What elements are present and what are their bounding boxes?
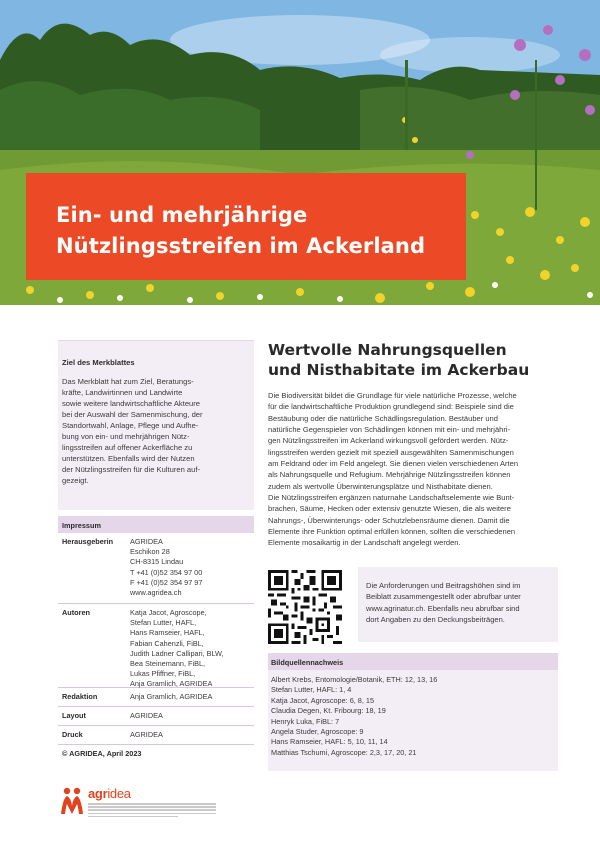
impressum-heading: Impressum (58, 516, 254, 533)
author-line: Hans Ramseier, HAFL, (130, 628, 205, 638)
impressum-row-druck (58, 726, 254, 745)
credit-line: Stefan Lutter, HAFL: 1, 4 (271, 685, 352, 695)
author-line: Lukas Pfiffner, FiBL, (130, 669, 196, 679)
body-line: Die Biodiversität bildet die Grundlage für viele natürliche Prozesse, welche (268, 391, 517, 400)
credit-line: Albert Krebs, Entomologie/Botanik, ETH: 12, 13, 16 (271, 675, 438, 684)
publisher-line: AGRIDEA (130, 537, 163, 546)
author-line: Katja Jacot, Agroscope, (130, 608, 207, 617)
section-title (268, 341, 568, 380)
druck-label: Druck (62, 730, 83, 739)
title-banner (26, 173, 466, 280)
credit-line: Claudia Degen, Kt. Fribourg: 18, 19 (271, 706, 386, 716)
impressum-row-layout (58, 707, 254, 726)
body-line: Bestäubung oder die natürliche Schädlingsregulation. Bestäuber und (268, 413, 498, 423)
qr-note-line: dort Angaben zu den Deckungsbeiträgen. (366, 614, 505, 624)
publisher-line: T +41 (0)52 354 97 00 (130, 567, 203, 577)
layout-label: Layout (62, 711, 86, 720)
authors-label: Autoren (62, 608, 90, 617)
qr-section (268, 567, 558, 642)
goal-line: unterstützen. Ebenfalls wird der Nutzen (62, 454, 195, 463)
photo-credits (268, 653, 558, 771)
redaktion-value: Anja Gramlich, AGRIDEA (130, 692, 213, 701)
author-line: Fabian Cahenzli, FiBL, (130, 638, 204, 648)
impressum-table (58, 516, 254, 758)
body-line: Nahrungs-, Überwinterungs- oder Schutzlebensräume dienen. Damit die (268, 515, 510, 525)
photo-credits-heading: Bildquellennachweis (268, 653, 558, 670)
goal-line: sowie weitere landwirtschaftliche Akteure (62, 399, 201, 408)
qr-note-link-line[interactable]: www.agrinatur.ch. Ebenfalls neu abrufbar sind (366, 603, 520, 613)
agridea-logo (58, 780, 218, 820)
impressum-row-publisher (58, 533, 254, 604)
layout-value: AGRIDEA (130, 711, 163, 720)
qr-note-line: Die Anforderungen und Beitragshöhen sind im (366, 581, 521, 590)
logo-agr: agr (88, 786, 108, 801)
goal-line: der Nützlingsstreifen für die Kulturen auf- (62, 465, 201, 474)
people-icon (58, 786, 86, 816)
body-line: Elemente ihre Funktion optimal erfüllen können, sollten die verschiedenen (268, 527, 516, 537)
publisher-label: Herausgeberin (62, 537, 114, 546)
publisher-link[interactable]: www.agridea.ch (130, 588, 182, 598)
goal-box (58, 340, 254, 510)
title-line-2: Nützlingsstreifen im Ackerland (56, 234, 426, 258)
goal-line: gezeigt. (62, 476, 89, 485)
publisher-line: F +41 (0)52 354 97 97 (130, 577, 203, 587)
body-paragraph (268, 390, 560, 549)
photo-credits-list (268, 670, 558, 771)
goal-text (62, 376, 246, 486)
credit-line: Angela Studer, Agroscope: 9 (271, 727, 364, 737)
body-line: natürliche Gegenspieler von Schädlingen können mit ein- und mehrjähri- (268, 425, 511, 435)
qr-code[interactable] (268, 570, 342, 644)
credit-line: Katja Jacot, Agroscope: 6, 8, 15 (271, 695, 375, 705)
body-line: für die landwirtschaftliche Produktion grundlegend sind: Beispiele sind die (268, 402, 514, 412)
page-title (56, 200, 466, 262)
logo-idea: idea (107, 786, 131, 801)
copyright: © AGRIDEA, April 2023 (62, 749, 142, 758)
credit-line: Henryk Luka, FiBL: 7 (271, 716, 340, 726)
logo-wordmark (88, 786, 131, 801)
body-line: lingsstreifen werden gezielt mit speziell ausgewählten Samenmischungen (268, 447, 514, 457)
goal-line: bung von ein- und mehrjährigen Nütz- (62, 432, 190, 441)
body-line: zudem als wertvolle Überwinterungsplätze und Nisthabitate dienen. (268, 481, 493, 491)
body-line: gen Nützlingsstreifen im Ackerland wirkungsvoll gefördert werden. Nütz- (268, 436, 509, 446)
author-line: Stefan Lutter, HAFL, (130, 618, 197, 628)
druck-value: AGRIDEA (130, 730, 163, 739)
impressum-row-redaktion (58, 688, 254, 707)
publisher-line: CH-8315 Lindau (130, 557, 184, 567)
author-line: Judith Ladner Callipari, BLW, (130, 648, 224, 658)
logo-fine-print (88, 803, 216, 819)
qr-note-line: Beiblatt zusammengestellt oder abrufbar unter (366, 592, 521, 602)
qr-note (358, 567, 558, 642)
redaktion-label: Redaktion (62, 692, 98, 701)
goal-line: kräfte, Landwirtinnen und Landwirte (62, 388, 183, 397)
hero-photo (0, 0, 600, 305)
authors-value (130, 604, 254, 687)
goal-line: bei der Auswahl der Samenmischung, der (62, 410, 203, 419)
body-line: Die Nützlingsstreifen ergänzen naturnahe Landschaftselemente wie Bunt- (268, 493, 515, 503)
title-line-1: Ein- und mehrjährige (56, 203, 308, 227)
section-title-line-2: und Nisthabitate im Ackerbau (268, 360, 530, 379)
impressum-row-authors (58, 604, 254, 688)
publisher-value (130, 533, 254, 603)
publisher-line: Eschikon 28 (130, 547, 170, 557)
credit-line: Matthias Tschumi, Agroscope: 2,3, 17, 20, 21 (271, 747, 417, 757)
author-line: Bea Steinemann, FiBL, (130, 659, 206, 669)
goal-heading: Ziel des Merkblattes (62, 358, 135, 367)
goal-line: Standortwahl, Anlage, Pflege und Aufhe- (62, 421, 199, 430)
section-title-line-1: Wertvolle Nahrungsquellen (268, 341, 507, 359)
goal-line: lingsstreifen auf offener Ackerfläche zu (62, 443, 193, 452)
body-line: am Feldrand oder im Feld angelegt. Sie dienen vielen verschiedenen Arten (268, 459, 519, 469)
body-line: Elemente mosaikartig in der Landschaft angelegt werden. (268, 538, 461, 548)
body-line: als Nahrungsquelle und Refugium. Mehrjährige Nützlingsstreifen können (268, 470, 511, 480)
goal-line: Das Merkblatt hat zum Ziel, Beratungs- (62, 377, 194, 386)
body-line: brachen, Säume, Hecken oder extensiv genutzte Wiesen, die als weitere (268, 504, 511, 514)
credit-line: Hans Ramseier, HAFL: 5, 10, 11, 14 (271, 737, 388, 747)
author-line: Anja Gramlich, AGRIDEA (130, 679, 213, 689)
